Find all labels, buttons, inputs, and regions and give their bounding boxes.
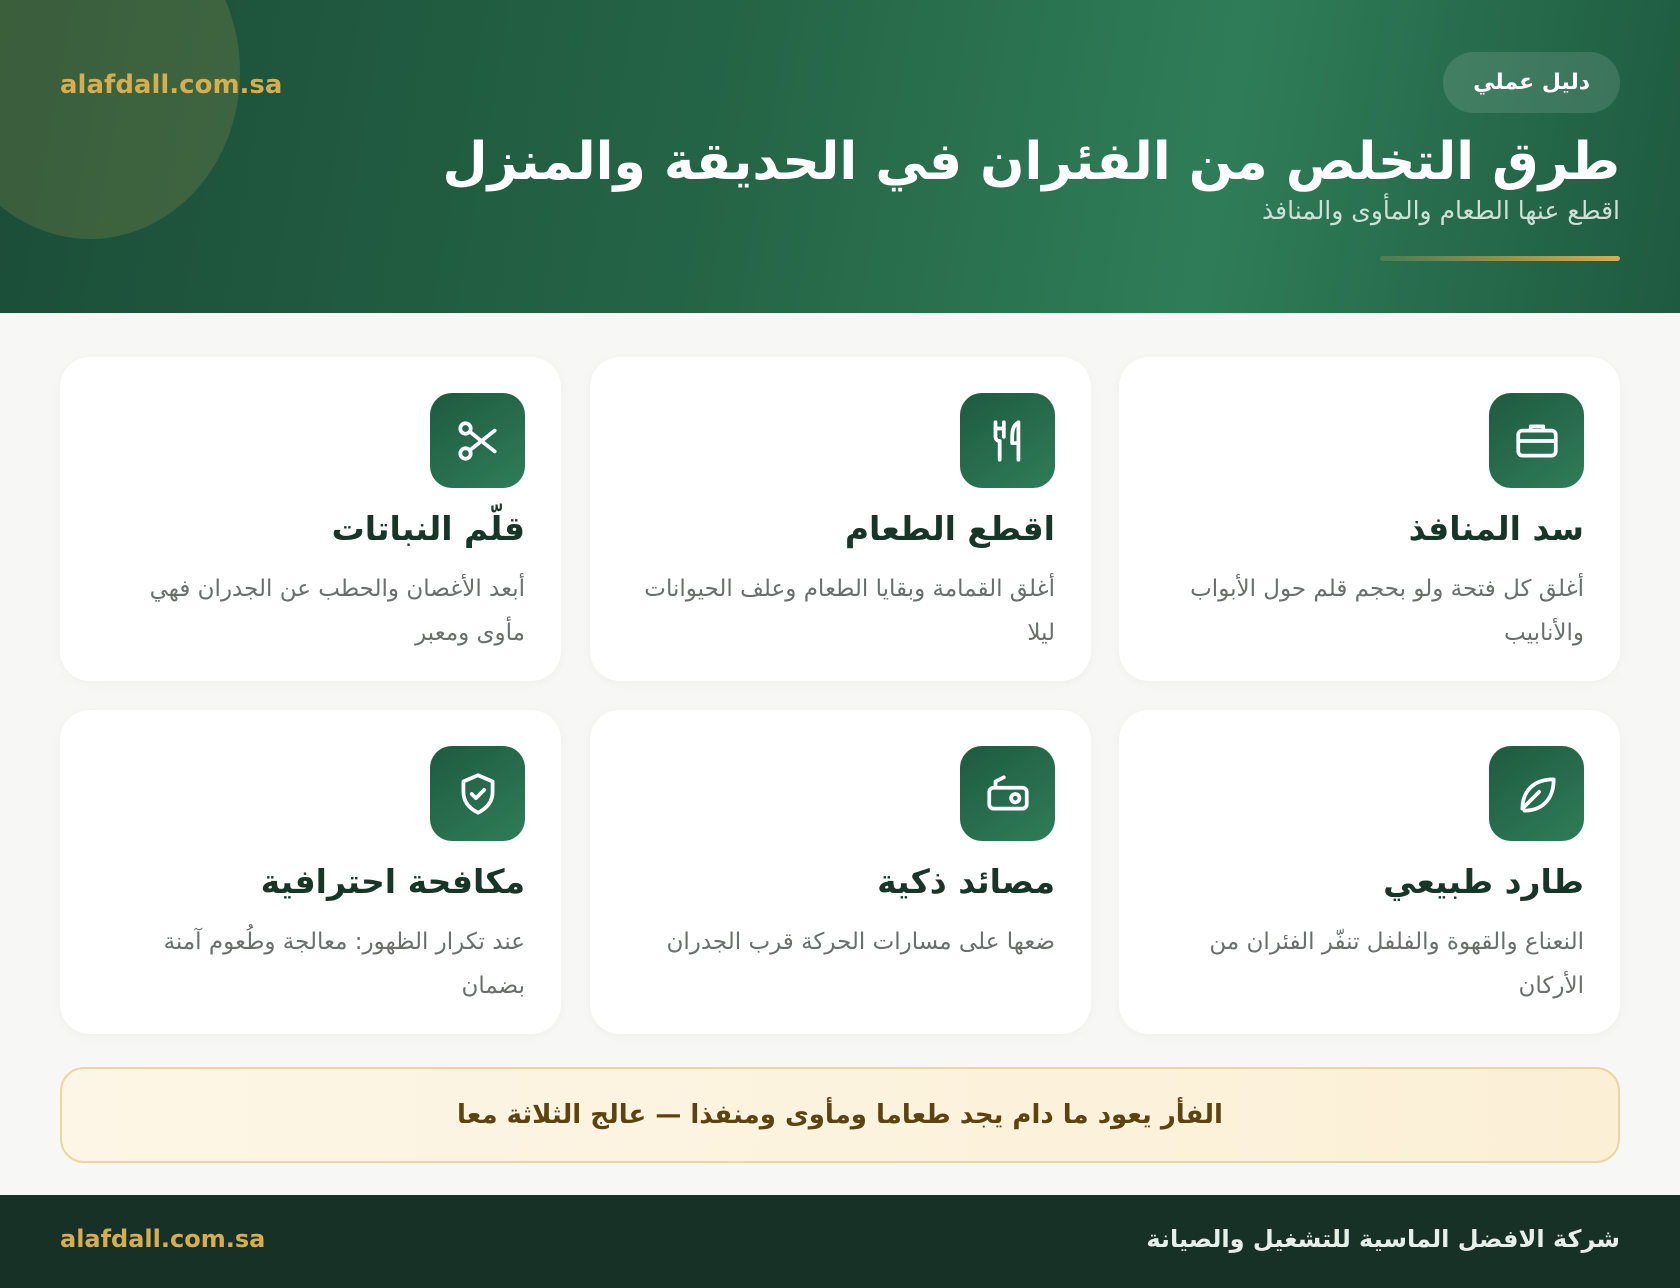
card-title: مصائد ذكية [877, 862, 1055, 901]
scissors-icon [430, 393, 525, 488]
card-title: سد المنافذ [1408, 509, 1584, 548]
site-url[interactable]: alafdall.com.sa [60, 70, 283, 100]
card-natural-repellent [1119, 710, 1620, 1034]
company-name: شركة الافضل الماسية للتشغيل والصيانة [1146, 1225, 1620, 1253]
decorative-circle [0, 0, 240, 239]
card-title: قلّم النباتات [331, 509, 525, 548]
card-cut-food [590, 357, 1091, 681]
card-title: مكافحة احترافية [260, 862, 525, 901]
utensils-icon [960, 393, 1055, 488]
card-title: اقطع الطعام [844, 509, 1055, 548]
leaf-icon [1489, 746, 1584, 841]
card-professional-control [60, 710, 561, 1034]
shield-check-icon [430, 746, 525, 841]
guide-badge: دليل عملي [1443, 52, 1620, 113]
footer [0, 1195, 1680, 1288]
card-seal-openings [1119, 357, 1620, 681]
hero-header [0, 0, 1680, 313]
card-description: أبعد الأغصان والحطب عن الجدران فهي مأوى ومعبر [149, 576, 525, 646]
tip-banner: الفأر يعود ما دام يجد طعاما ومأوى ومنفذا — عالج الثلاثة معا [60, 1067, 1620, 1163]
card-description: عند تكرار الظهور: معالجة وطُعوم آمنة بضمان [163, 929, 525, 999]
card-description: النعناع والقهوة والفلفل تنفّر الفئران من الأركان [1209, 929, 1584, 999]
footer-site-url[interactable]: alafdall.com.sa [60, 1225, 266, 1253]
page-subtitle: اقطع عنها الطعام والمأوى والمنافذ [1262, 196, 1620, 225]
card-title: طارد طبيعي [1383, 862, 1584, 901]
card-description: ضعها على مسارات الحركة قرب الجدران [666, 929, 1055, 955]
accent-divider [1380, 256, 1620, 261]
page-title: طرق التخلص من الفئران في الحديقة والمنزل [442, 132, 1620, 192]
card-description: أغلق القمامة وبقايا الطعام وعلف الحيوانات ليلا [644, 576, 1055, 646]
trap-icon [960, 746, 1055, 841]
card-description: أغلق كل فتحة ولو بحجم قلم حول الأبواب والأنابيب [1190, 576, 1584, 646]
card-trim-plants [60, 357, 561, 681]
toolbox-icon [1489, 393, 1584, 488]
card-smart-traps [590, 710, 1091, 1034]
